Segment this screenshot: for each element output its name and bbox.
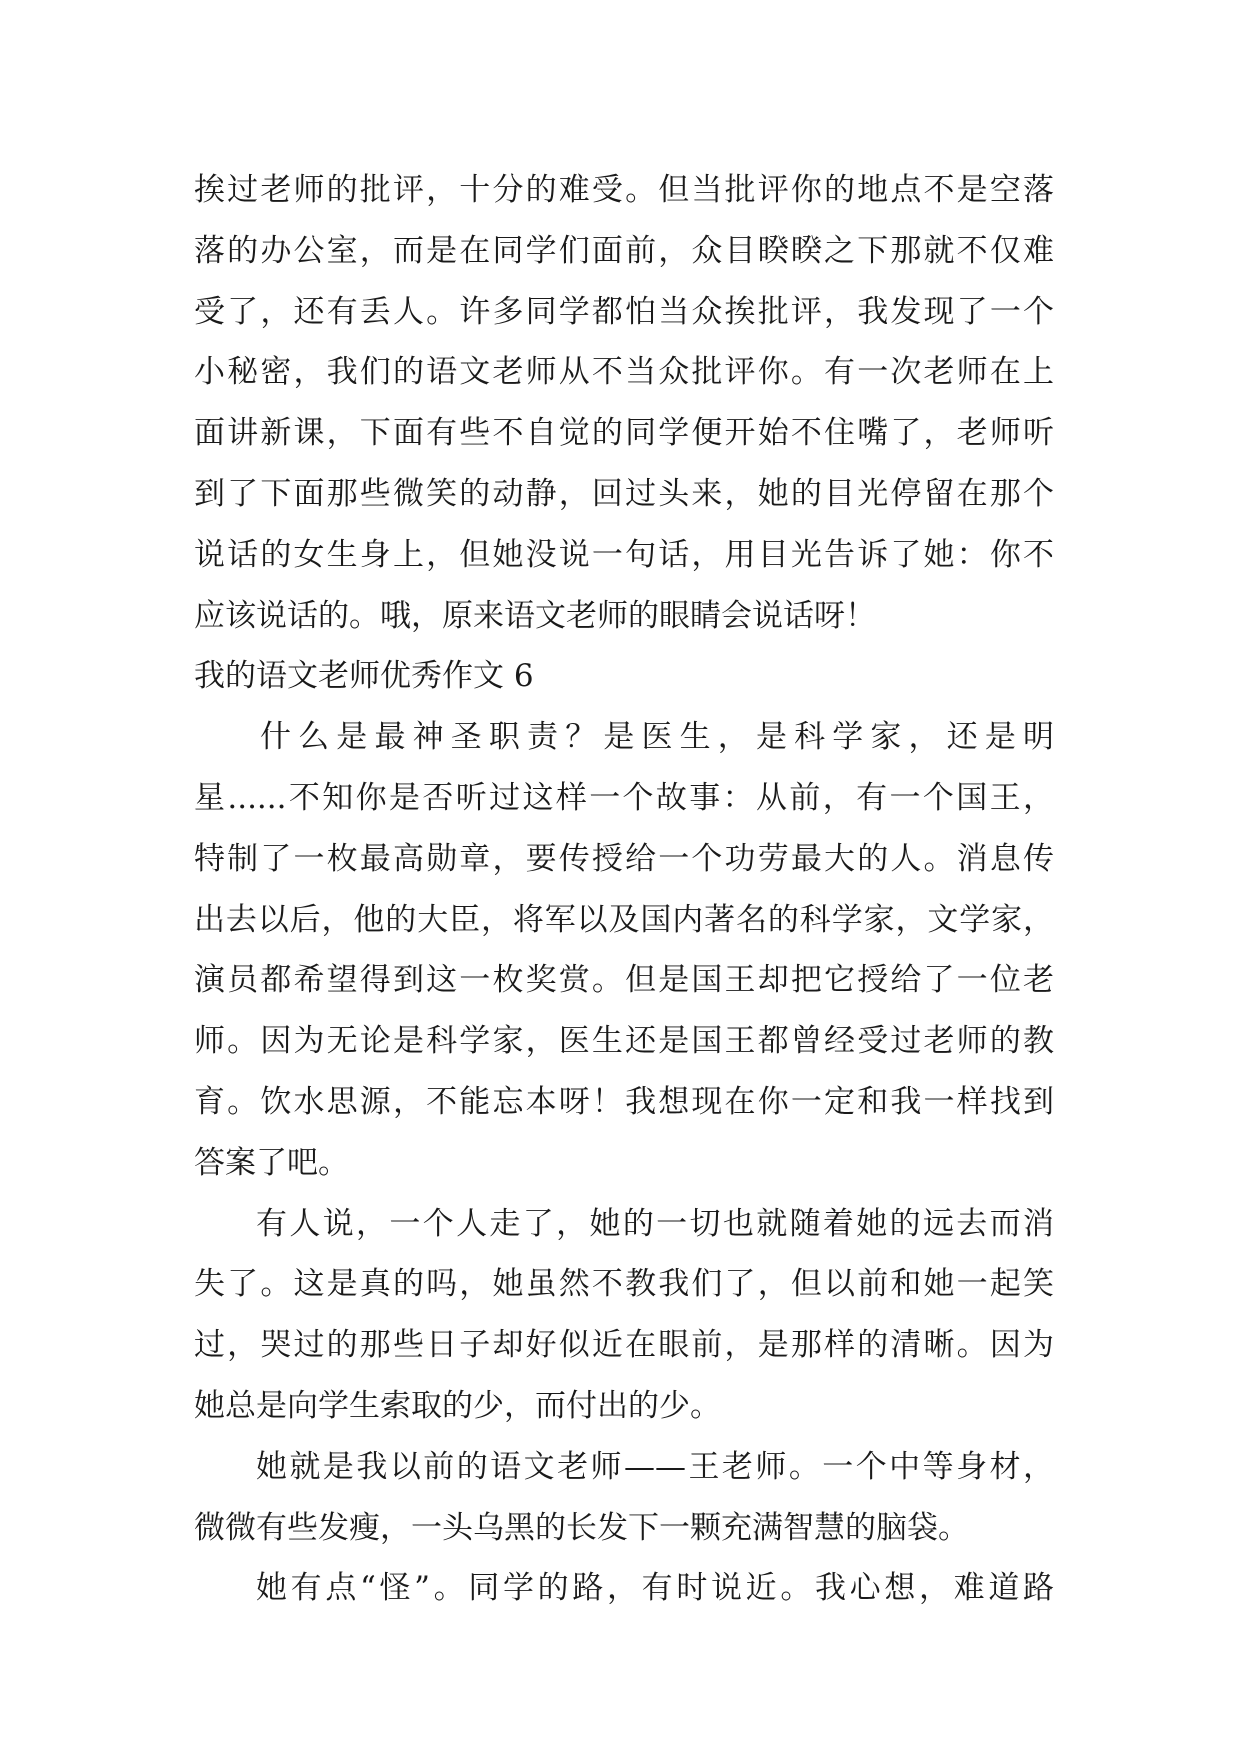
text-line: 微微有些发瘦，一头乌黑的长发下一颗充满智慧的脑袋。 xyxy=(194,1509,969,1546)
text-line: 出去以后，他的大臣，将军以及国内著名的科学家，文学家， xyxy=(194,901,1054,938)
section-heading: 我的语文老师优秀作文 6 xyxy=(194,658,534,695)
text-line: 她有点“怪”。同学的路，有时说近。我心想，难道路 xyxy=(256,1570,1054,1607)
text-line: 落的办公室，而是在同学们面前，众目睽睽之下那就不仅难 xyxy=(194,232,1054,269)
text-column xyxy=(194,160,1054,1619)
text-line: 她就是我以前的语文老师——王老师。一个中等身材， xyxy=(256,1448,1054,1485)
text-line: 到了下面那些微笑的动静，回过头来，她的目光停留在那个 xyxy=(194,475,1054,512)
text-line: 说话的女生身上，但她没说一句话，用目光告诉了她：你不 xyxy=(194,536,1054,573)
text-line: 她总是向学生索取的少，而付出的少。 xyxy=(194,1387,721,1424)
text-line: 师。因为无论是科学家，医生还是国王都曾经受过老师的教 xyxy=(194,1023,1054,1060)
text-line: 失了。这是真的吗，她虽然不教我们了，但以前和她一起笑 xyxy=(194,1266,1054,1303)
text-line: 面讲新课，下面有些不自觉的同学便开始不住嘴了，老师听 xyxy=(194,415,1054,452)
text-line: 答案了吧。 xyxy=(194,1144,349,1181)
text-line: 过，哭过的那些日子却好似近在眼前，是那样的清晰。因为 xyxy=(194,1327,1054,1364)
text-line: 什么是最神圣职责？是医生，是科学家，还是明 xyxy=(260,719,1054,756)
text-line: 特制了一枚最高勋章，要传授给一个功劳最大的人。消息传 xyxy=(194,840,1054,877)
text-line: 演员都希望得到这一枚奖赏。但是国王却把它授给了一位老 xyxy=(194,962,1054,999)
text-line: 有人说，一个人走了，她的一切也就随着她的远去而消 xyxy=(256,1205,1054,1242)
text-line: 小秘密，我们的语文老师从不当众批评你。有一次老师在上 xyxy=(194,354,1054,391)
text-line: 挨过老师的批评，十分的难受。但当批评你的地点不是空落 xyxy=(194,172,1054,208)
text-line: 星......不知你是否听过这样一个故事：从前，有一个国王， xyxy=(194,779,1054,816)
text-line: 受了，还有丢人。许多同学都怕当众挨批评，我发现了一个 xyxy=(194,293,1054,330)
text-line: 应该说话的。哦，原来语文老师的眼睛会说话呀！ xyxy=(194,597,876,634)
text-line: 育。饮水思源，不能忘本呀！我想现在你一定和我一样找到 xyxy=(194,1083,1054,1120)
